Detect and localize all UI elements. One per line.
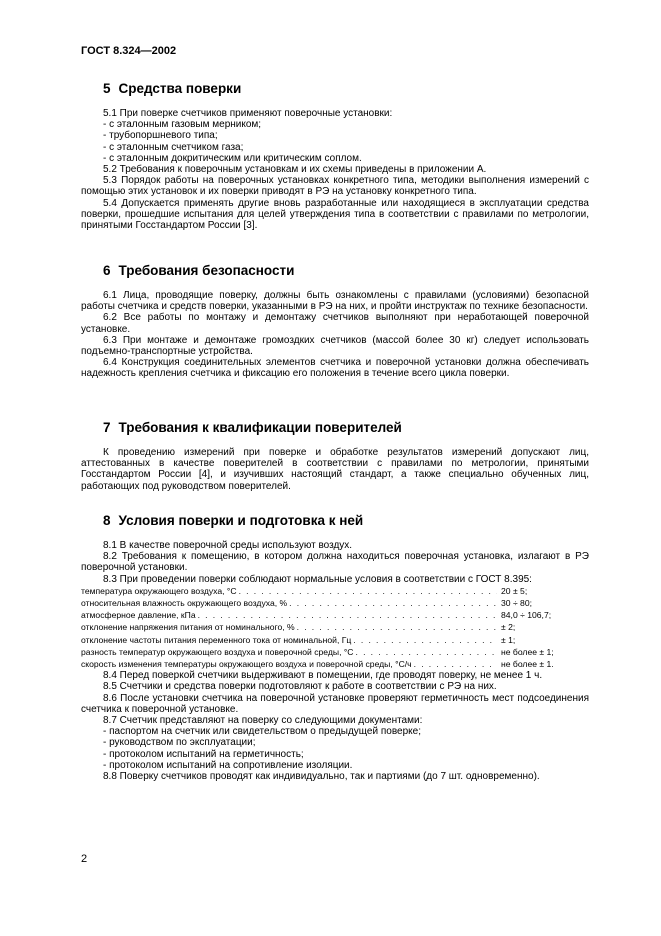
paragraph: 5.3 Порядок работы на поверочных установках конкретного типа, методики выполнения измерений с помощью этих установок и их поверки приводят в РЭ на установку конкретного типа.: [81, 175, 589, 198]
section-title: 8 Условия поверки и подготовка к ней: [103, 513, 364, 528]
paragraph: К проведению измерений при поверке и обработке результатов измерений допускают лиц, аттестованных в качестве поверителей в соответствии с правилами по метрологии, принятыми Госстандартом России [4], и изучивших настоящий стандарт, а также специально обученных лиц, работающих под руководством поверителей.: [81, 447, 589, 492]
section-body: [81, 540, 589, 782]
paragraph: 8.8 Поверку счетчиков проводят как индивидуально, так и партиями (до 7 шт. одновременно).: [103, 771, 540, 783]
paragraph: - с эталонным счетчиком газа;: [103, 141, 244, 153]
condition-row: отклонение частоты питания переменного тока от номинальной, Гц . . . ± 1;: [81, 634, 589, 646]
section-title: 7 Требования к квалификации поверителей: [103, 420, 402, 435]
section-title: 6 Требования безопасности: [103, 263, 295, 278]
conditions-list: [81, 585, 589, 670]
paragraph: 6.1 Лица, проводящие поверку, должны быть ознакомлены с правилами (условиями) безопасной работы счетчика и средств поверки, указанными в РЭ на них, и пройти инструктаж по технике безопасности.: [81, 290, 589, 313]
condition-row: разность температур окружающего воздуха и поверочной среды, °С . . . не более ± 1;: [81, 646, 589, 658]
condition-row: скорость изменения температуры окружающего воздуха и поверочной среды, °С/ч . . . не более ± 1.: [81, 658, 589, 670]
condition-row: температура окружающего воздуха, °С . . . 20 ± 5;: [81, 585, 589, 597]
paragraph: 8.3 При проведении поверки соблюдают нормальные условия в соответствии с ГОСТ 8.395:: [103, 573, 532, 585]
paragraph: 8.7 Счетчик представляют на поверку со следующими документами:: [103, 715, 423, 727]
paragraph: 6.4 Конструкция соединительных элементов счетчика и поверочной установки должна обеспечивать надежность крепления счетчика и фиксацию его положения в течение всего цикла поверки.: [81, 357, 589, 380]
condition-row: отклонение напряжения питания от номинального, % . . . ± 2;: [81, 621, 589, 633]
section-7: [81, 420, 589, 492]
condition-row: атмосферное давление, кПа . . . 84,0 ÷ 106,7;: [81, 609, 589, 621]
section-title: 5 Средства поверки: [103, 81, 242, 96]
paragraph: - протоколом испытаний на сопротивление изоляции.: [103, 759, 353, 771]
section-8: [81, 513, 589, 782]
paragraph: 6.3 При монтаже и демонтаже громоздких счетчиков (массой более 30 кг) следует использовать подъемно-транспортные устройства.: [81, 334, 589, 358]
paragraph: - с эталонным газовым мерником;: [103, 119, 262, 131]
paragraph: - паспортом на счетчик или свидетельством о предыдущей поверке;: [103, 726, 421, 738]
section-5: [81, 81, 589, 231]
paragraph: 8.1 В качестве поверочной среды используют воздух.: [103, 540, 353, 551]
document-header: ГОСТ 8.324—2002: [81, 45, 177, 57]
paragraph: 6.2 Все работы по монтажу и демонтажу счетчиков выполняют при неработающей поверочной установке.: [81, 312, 589, 335]
paragraph: 8.6 После установки счетчика на поверочной установке проверяют герметичность мест подсоединения счетчика к поверочной установке.: [81, 692, 589, 715]
paragraph: - руководством по эксплуатации;: [103, 737, 256, 749]
section-6: [81, 263, 589, 380]
paragraph: 5.2 Требования к поверочным установкам и их схемы приведены в приложении А.: [103, 164, 487, 176]
paragraph: 8.5 Счетчики и средства поверки подготовляют к работе в соответствии с РЭ на них.: [103, 681, 497, 693]
condition-row: относительная влажность окружающего воздуха, % . . . 30 ÷ 80;: [81, 597, 589, 609]
paragraph: 5.1 При поверке счетчиков применяют поверочные установки:: [103, 108, 393, 119]
paragraph: 5.4 Допускается применять другие вновь разработанные или находящиеся в эксплуатации средства поверки, прошедшие испытания для целей утверждения типа в соответствии с правилами по метрологии, принятыми Госстандартом России [3].: [81, 197, 589, 232]
paragraph: 8.4 Перед поверкой счетчики выдерживают в помещении, где проводят поверку, не менее 1 ч.: [103, 670, 543, 682]
paragraph: - протоколом испытаний на герметичность;: [103, 748, 304, 760]
page-number: 2: [81, 853, 88, 865]
section-body: [81, 290, 589, 380]
paragraph: - трубопоршневого типа;: [103, 130, 218, 142]
paragraph: 8.2 Требования к помещению, в котором должна находиться поверочная установка, излагают в РЭ поверочной установки.: [81, 551, 589, 574]
section-body: [81, 447, 589, 492]
section-body: [81, 108, 589, 231]
paragraph: - с эталонным докритическим или критическим соплом.: [103, 152, 362, 164]
